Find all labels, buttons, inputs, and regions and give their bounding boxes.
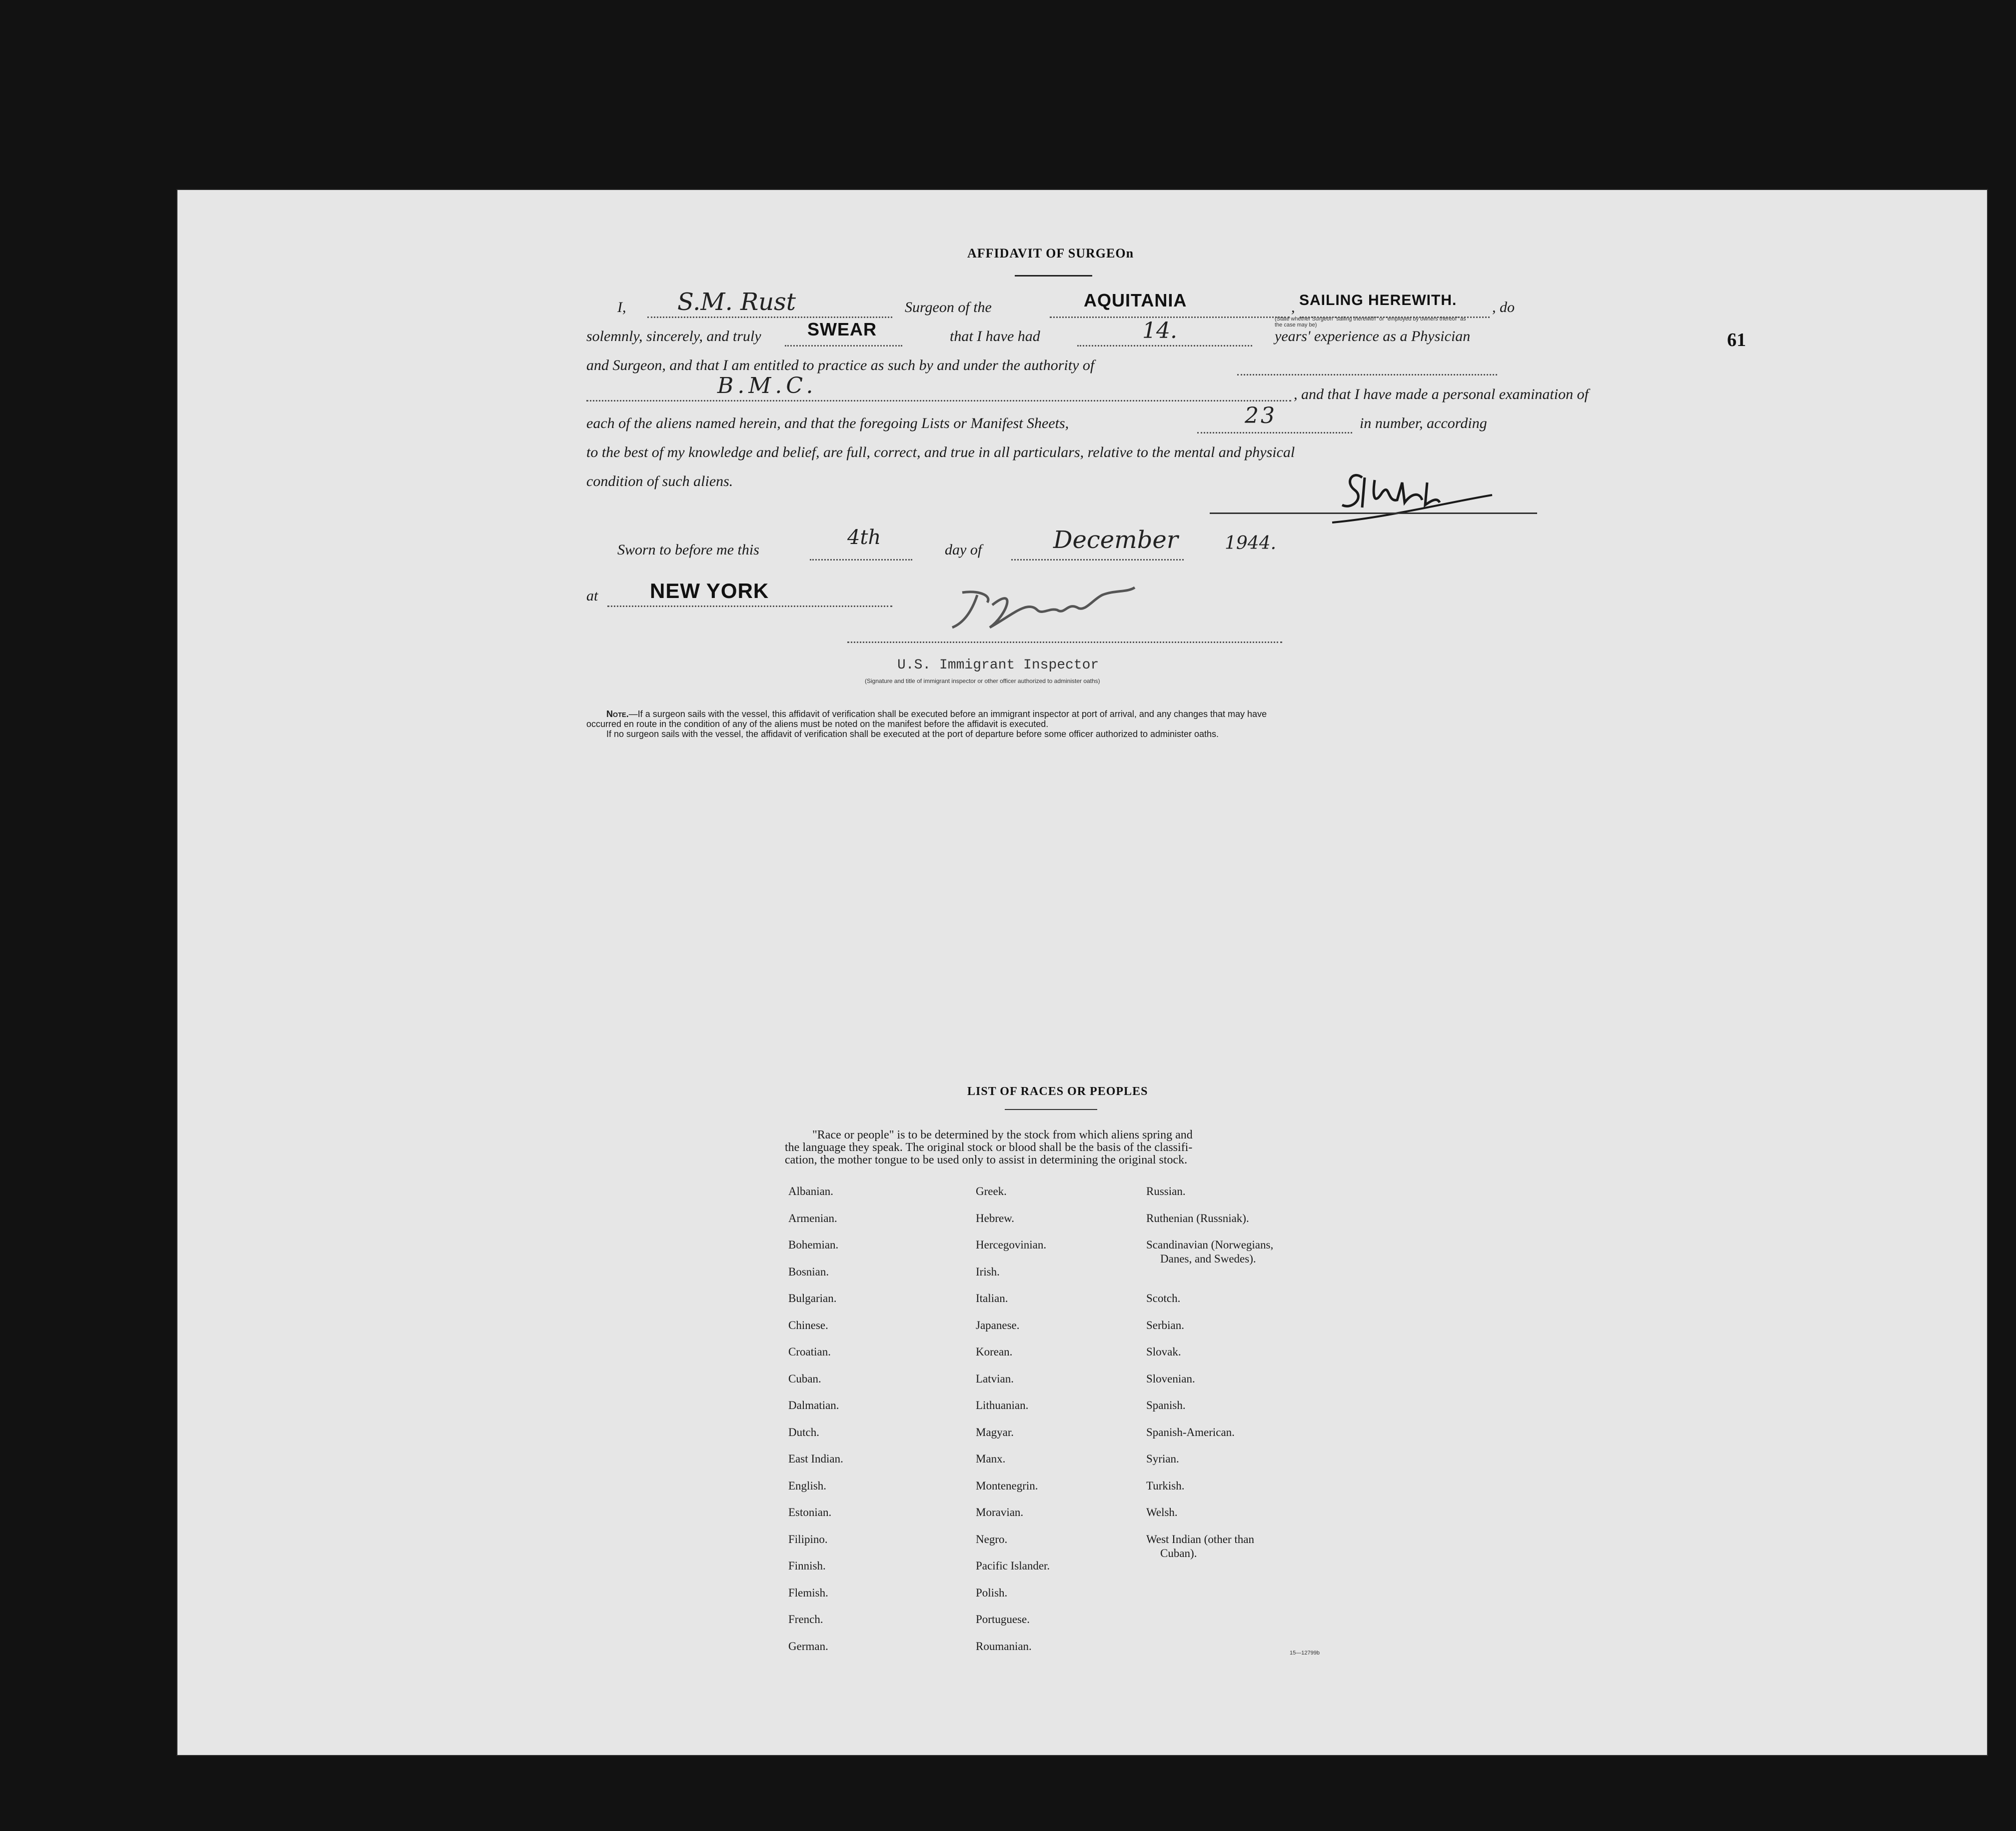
race-item: Armenian. xyxy=(788,1212,837,1224)
race-item: Dalmatian. xyxy=(788,1399,839,1412)
examination-text: , and that I have made a personal examination of xyxy=(1294,386,1589,402)
races-heading-rule xyxy=(1005,1109,1097,1110)
note-line3: If no surgeon sails with the vessel, the affidavit of verification shall be executed at the port of departure before some officer authorized to administer oaths. xyxy=(606,729,1219,739)
inspector-signature-line xyxy=(847,642,1282,644)
races-column-1 xyxy=(788,1185,843,1666)
race-item: Bohemian. xyxy=(788,1238,839,1251)
sworn-text: Sworn to before me this xyxy=(617,542,759,558)
race-item: Croatian. xyxy=(788,1346,831,1358)
races-intro xyxy=(785,1129,1335,1166)
note-label: Note. xyxy=(606,709,629,719)
surgeon-name: S.M. Rust xyxy=(677,288,796,316)
race-item: Cuban). xyxy=(1160,1546,1197,1560)
race-item: Chinese. xyxy=(788,1318,828,1332)
race-item: Hercegovinian. xyxy=(976,1238,1047,1251)
race-item: Dutch. xyxy=(788,1426,819,1438)
authority-text: and Surgeon, and that I am entitled to practice as such by and under the authority of xyxy=(586,357,1095,374)
years-value: 14. xyxy=(1142,318,1177,344)
affidavit-i: I, xyxy=(617,299,626,316)
line1-do: , do xyxy=(1492,299,1515,316)
race-item: Greek. xyxy=(976,1185,1007,1198)
authority-line xyxy=(586,386,1291,402)
condition-text: condition of such aliens. xyxy=(586,473,733,490)
solemnly-text: solemnly, sincerely, and truly xyxy=(586,328,761,344)
race-item: Welsh. xyxy=(1146,1506,1178,1518)
inspector-title: U.S. Immigrant Inspector xyxy=(897,658,1099,673)
place-value: NEW YORK xyxy=(650,579,769,602)
surgeon-signature-line xyxy=(1210,512,1537,514)
races-column-3 xyxy=(1146,1185,1273,1574)
race-item: Estonian. xyxy=(788,1506,832,1518)
swear-word: SWEAR xyxy=(807,319,877,340)
year-value: 1944. xyxy=(1225,533,1277,554)
affidavit-note xyxy=(586,709,1526,739)
race-item: Manx. xyxy=(976,1452,1006,1465)
sheets-value: 23 xyxy=(1245,403,1277,428)
race-item: Polish. xyxy=(976,1586,1008,1599)
belief-text: to the best of my knowledge and belief, are full, correct, and true in all particulars, relative to the mental and physical xyxy=(586,444,1295,460)
race-item: Filipino. xyxy=(788,1532,828,1546)
surgeon-of-label: Surgeon of the xyxy=(905,299,992,316)
race-item: Hebrew. xyxy=(976,1212,1015,1224)
races-heading: LIST OF RACES OR PEOPLES xyxy=(967,1085,1148,1098)
race-item: Bulgarian. xyxy=(788,1292,837,1304)
document-page xyxy=(177,190,1987,1755)
affidavit-heading: AFFIDAVIT OF SURGEOn xyxy=(967,246,1134,260)
race-item: Irish. xyxy=(976,1265,1000,1278)
race-item: English. xyxy=(788,1479,827,1492)
sailing-note: (State whether Surgeon "sailing therewith" or "employed by owners thereof" as the case may be) xyxy=(1275,316,1466,328)
race-item: Serbian. xyxy=(1146,1318,1185,1332)
race-item: West Indian (other than xyxy=(1146,1532,1254,1546)
month-value: December xyxy=(1053,526,1178,554)
race-item: Slovak. xyxy=(1146,1346,1181,1358)
authority-extra-line xyxy=(1237,360,1497,376)
authority-value: B.M.C. xyxy=(717,373,817,398)
sailing-status: SAILING HEREWITH. xyxy=(1299,292,1457,308)
races-column-2 xyxy=(976,1185,1050,1666)
race-item: Japanese. xyxy=(976,1318,1020,1332)
race-item: Magyar. xyxy=(976,1426,1014,1438)
race-item: Flemish. xyxy=(788,1586,828,1599)
race-item: Moravian. xyxy=(976,1506,1024,1518)
inspector-caption: (Signature and title of immigrant inspector or other officer authorized to administer oaths) xyxy=(865,678,1100,684)
race-item: Syrian. xyxy=(1146,1452,1179,1465)
race-item: Slovenian. xyxy=(1146,1372,1195,1385)
races-intro-line3: cation, the mother tongue to be used only to assist in determining the original stock. xyxy=(785,1154,1188,1166)
race-item: Pacific Islander. xyxy=(976,1560,1050,1572)
race-item: East Indian. xyxy=(788,1452,843,1465)
have-had-text: that I have had xyxy=(950,328,1040,344)
race-item: Russian. xyxy=(1146,1185,1186,1198)
race-item: Cuban. xyxy=(788,1372,821,1385)
note-line1: —If a surgeon sails with the vessel, this affidavit of verification shall be executed before an immigrant inspector at port of arrival, and any changes that may have xyxy=(628,709,1267,719)
race-item: Turkish. xyxy=(1146,1479,1185,1492)
race-item: Roumanian. xyxy=(976,1640,1032,1652)
race-item: French. xyxy=(788,1613,823,1626)
note-line2: occurred en route in the condition of any of the aliens must be noted on the manifest before the affidavit is executed. xyxy=(586,719,1049,729)
race-item: Korean. xyxy=(976,1346,1013,1358)
races-intro-line1: "Race or people" is to be determined by the stock from which aliens spring and xyxy=(812,1128,1193,1142)
in-number-text: in number, according xyxy=(1360,415,1487,432)
day-value: 4th xyxy=(847,526,881,549)
race-item: Portuguese. xyxy=(976,1613,1030,1626)
race-item: Negro. xyxy=(976,1532,1008,1546)
heading-rule xyxy=(1015,275,1092,276)
form-code: 15—12799b xyxy=(1290,1650,1320,1656)
race-item: Italian. xyxy=(976,1292,1008,1304)
surgeon-signature xyxy=(1327,462,1527,528)
inspector-signature xyxy=(942,580,1202,635)
vessel-name: AQUITANIA xyxy=(1084,290,1187,310)
race-item: Albanian. xyxy=(788,1185,834,1198)
race-item: Danes, and Swedes). xyxy=(1160,1252,1256,1265)
experience-text: years' experience as a Physician xyxy=(1275,328,1471,344)
manifest-text: each of the aliens named herein, and that the foregoing Lists or Manifest Sheets, xyxy=(586,415,1069,432)
line1-comma: , xyxy=(1291,299,1295,316)
at-label: at xyxy=(586,588,598,604)
race-item: Finnish. xyxy=(788,1560,826,1572)
race-item: Spanish-American. xyxy=(1146,1426,1235,1438)
race-item: German. xyxy=(788,1640,828,1652)
race-item: Lithuanian. xyxy=(976,1399,1029,1412)
day-of-text: day of xyxy=(945,542,982,558)
races-intro-line2: the language they speak. The original stock or blood shall be the basis of the classifi- xyxy=(785,1141,1193,1154)
race-item: Ruthenian (Russniak). xyxy=(1146,1212,1249,1224)
race-item: Latvian. xyxy=(976,1372,1014,1385)
page-number: 61 xyxy=(1727,330,1746,350)
race-item: Scandinavian (Norwegians, xyxy=(1146,1238,1274,1251)
race-item: Montenegrin. xyxy=(976,1479,1038,1492)
race-item: Scotch. xyxy=(1146,1292,1181,1304)
race-item: Bosnian. xyxy=(788,1265,829,1278)
race-item: Spanish. xyxy=(1146,1399,1186,1412)
